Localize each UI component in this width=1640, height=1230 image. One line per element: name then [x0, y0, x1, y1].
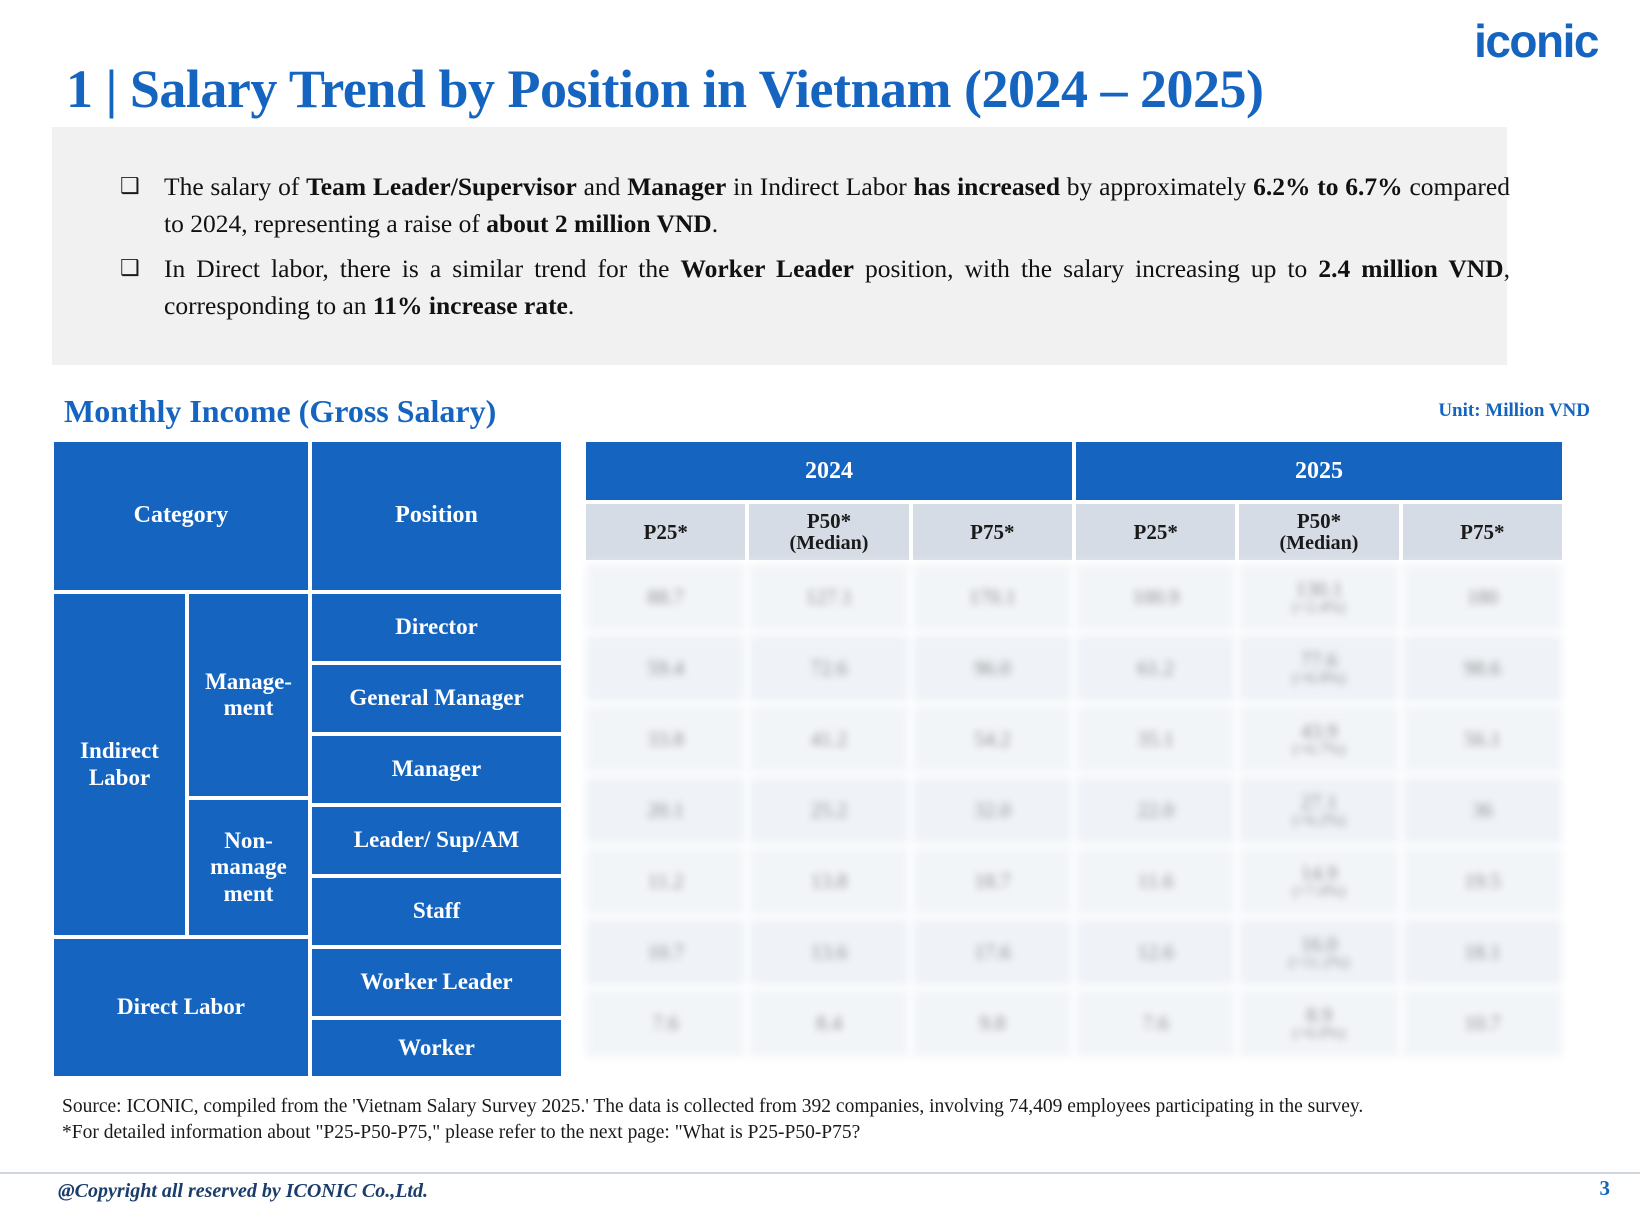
bullet-plain: position, with the salary increasing up to [853, 253, 1319, 283]
year-header-2024: 2024 [584, 440, 1074, 502]
table-row [1074, 775, 1564, 846]
table-row [1074, 633, 1564, 704]
data-rows-2024 [584, 562, 1074, 1059]
percentile-main: P50* [1296, 509, 1342, 534]
table-cell [911, 775, 1074, 846]
bullet-item [120, 169, 1510, 243]
table-row [1074, 562, 1564, 633]
table-row [584, 704, 1074, 775]
table-cell [747, 917, 910, 988]
cell-value: 18.7 [973, 869, 1011, 894]
table-cell [584, 988, 747, 1059]
table-cell [1074, 917, 1237, 988]
table-cell [1237, 633, 1400, 704]
copyright-note: @Copyright all reserved by ICONIC Co.,Ltd. [58, 1180, 428, 1202]
bullet-plain: and [576, 172, 628, 201]
percentile-main: P75* [970, 519, 1015, 544]
percentile-header-2 [1237, 502, 1400, 562]
table-cell [1074, 775, 1237, 846]
position-worker: Worker [310, 1018, 563, 1078]
percentile-sub: (Median) [789, 531, 869, 554]
cell-value: 43.9 [1300, 719, 1338, 744]
bullet-emphasis: Worker Leader [680, 253, 854, 283]
cell-value: 54.2 [973, 727, 1011, 752]
cell-value: 12.6 [1137, 940, 1175, 965]
table-row [584, 775, 1074, 846]
iconic-logo: iconic [1474, 15, 1598, 67]
unit-label: Unit: Million VND [1438, 400, 1590, 421]
position-manager: Manager [310, 734, 563, 805]
cell-value: 35.1 [1137, 727, 1175, 752]
cell-value: 25.2 [810, 798, 848, 823]
cell-value: 36 [1471, 798, 1493, 823]
table-cell [1401, 775, 1564, 846]
cell-value: 22.0 [1137, 798, 1175, 823]
cell-value: 96.0 [973, 656, 1011, 681]
cell-delta: (+6.2%) [1292, 812, 1346, 830]
cell-value: 7.6 [1142, 1011, 1169, 1036]
table-cell [1074, 562, 1237, 633]
footer-divider [0, 1172, 1640, 1174]
table-cell [1237, 704, 1400, 775]
cell-value: 17.6 [973, 940, 1011, 965]
category-indirect-labor: Indirect Labor [52, 592, 187, 937]
bullet-plain: . [567, 290, 575, 320]
table-row [1074, 704, 1564, 775]
percentile-header-2 [747, 502, 910, 562]
cell-value: 98.6 [1463, 656, 1501, 681]
position-worker-leader: Worker Leader [310, 947, 563, 1018]
table-cell [1401, 846, 1564, 917]
source-line-2: *For detailed information about "P25-P50-P75," please refer to the next page: "What is P25-P50-P75? [62, 1122, 861, 1144]
cell-value: 27.1 [1300, 790, 1338, 815]
table-cell [911, 704, 1074, 775]
cell-value: 100.9 [1132, 585, 1180, 610]
table-row [1074, 988, 1564, 1059]
percentile-main: P25* [643, 519, 688, 544]
table-cell [1237, 846, 1400, 917]
cell-value: 33.8 [647, 727, 685, 752]
cell-value: 10.7 [647, 940, 685, 965]
category-direct-labor: Direct Labor [52, 937, 310, 1078]
page-number: 3 [1599, 1176, 1610, 1200]
cell-value: 180 [1466, 585, 1499, 610]
bullet-emphasis: has increased [913, 172, 1061, 201]
cell-value: 11.2 [647, 869, 684, 894]
cell-value: 13.6 [810, 940, 848, 965]
cell-delta: (+7.0%) [1292, 883, 1346, 901]
table-cell [911, 633, 1074, 704]
table-cell [1074, 846, 1237, 917]
header-position: Position [310, 440, 563, 592]
table-cell [747, 775, 910, 846]
position-director: Director [310, 592, 563, 663]
bullet-plain: by approximately [1060, 172, 1254, 201]
percentile-header-3 [1401, 502, 1564, 562]
bullet-square-icon: ❑ [120, 254, 140, 280]
table-cell [1074, 633, 1237, 704]
table-cell [911, 988, 1074, 1059]
table-cell [747, 846, 910, 917]
bullet-list [120, 169, 1510, 333]
group-non-management: Non- manage ment [187, 798, 310, 937]
cell-value: 77.6 [1300, 648, 1338, 673]
page-title: 1 | Salary Trend by Position in Vietnam (2024 – 2025) [66, 59, 1264, 119]
bullet-emphasis: 11% increase rate [372, 290, 568, 320]
table-cell [1401, 704, 1564, 775]
table-cell [1074, 704, 1237, 775]
table-left-labels [52, 440, 563, 1078]
percentile-row-2024 [584, 502, 1074, 562]
bullet-plain: The salary of [164, 172, 307, 201]
cell-value: 19.5 [1463, 869, 1501, 894]
cell-value: 41.2 [810, 727, 848, 752]
group-management: Manage- ment [187, 592, 310, 798]
percentile-header-1 [1074, 502, 1237, 562]
bullet-emphasis: Manager [627, 172, 727, 201]
source-line-1: Source: ICONIC, compiled from the 'Vietnam Salary Survey 2025.' The data is collected from 392 companies, involving 74,409 employees participating in the survey. [62, 1096, 1364, 1117]
cell-delta: (+11.2%) [1288, 954, 1350, 972]
section-heading: Monthly Income (Gross Salary) [64, 393, 497, 429]
table-cell [1237, 775, 1400, 846]
table-cell [584, 846, 747, 917]
position-general-manager: General Manager [310, 663, 563, 734]
position-staff: Staff [310, 876, 563, 947]
bullet-plain: compared to 2024, representing a raise of [164, 172, 1510, 238]
table-row [1074, 846, 1564, 917]
cell-delta: (+2.4%) [1292, 599, 1346, 617]
percentile-main: P50* [806, 509, 852, 534]
table-cell [584, 562, 747, 633]
table-row [584, 988, 1074, 1059]
table-cell [747, 988, 910, 1059]
cell-value: 130.1 [1295, 577, 1343, 602]
bullet-square-icon: ❑ [120, 173, 140, 198]
cell-value: 13.8 [810, 869, 848, 894]
table-cell [1401, 917, 1564, 988]
cell-delta: (+6.7%) [1292, 741, 1346, 759]
table-cell [584, 633, 747, 704]
header-category: Category [52, 440, 310, 592]
year-block-2025 [1074, 440, 1564, 1059]
cell-value: 61.2 [1137, 656, 1175, 681]
percentile-header-3 [911, 502, 1074, 562]
cell-value: 8.4 [815, 1011, 843, 1036]
percentile-main: P75* [1460, 519, 1505, 544]
table-cell [1237, 988, 1400, 1059]
table-cell [1074, 988, 1237, 1059]
table-cell [584, 775, 747, 846]
table-cell [747, 562, 910, 633]
year-block-2024 [584, 440, 1074, 1059]
position-leader-sup-am: Leader/ Sup/AM [310, 805, 563, 876]
cell-value: 59.4 [647, 656, 685, 681]
bullet-text [164, 251, 1510, 325]
cell-value: 10.7 [1463, 1011, 1501, 1036]
table-cell [584, 704, 747, 775]
cell-value: 32.0 [973, 798, 1011, 823]
bullet-emphasis: 6.2% to 6.7% [1253, 172, 1403, 201]
table-cell [584, 917, 747, 988]
percentile-row-2025 [1074, 502, 1564, 562]
bullet-plain: in Indirect Labor [726, 172, 914, 201]
cell-value: 127.1 [805, 585, 853, 610]
bullet-plain: In Direct labor, there is a similar trend for the [164, 253, 681, 283]
bullet-emphasis: Team Leader/Supervisor [306, 172, 577, 201]
salary-table [52, 440, 1592, 1078]
cell-value: 16.0 [1300, 932, 1338, 957]
table-cell [1237, 917, 1400, 988]
table-row [584, 917, 1074, 988]
percentile-sub: (Median) [1279, 531, 1359, 554]
cell-value: 72.6 [810, 656, 848, 681]
table-cell [911, 846, 1074, 917]
table-cell [1401, 633, 1564, 704]
table-cell [747, 704, 910, 775]
bullet-plain: . [711, 208, 719, 238]
cell-value: 11.6 [1137, 869, 1174, 894]
table-cell [911, 917, 1074, 988]
table-row [1074, 917, 1564, 988]
cell-value: 14.9 [1300, 861, 1338, 886]
table-row [584, 633, 1074, 704]
summary-box [52, 127, 1510, 365]
table-row [584, 846, 1074, 917]
cell-value: 170.1 [968, 585, 1016, 610]
cell-value: 7.6 [652, 1011, 679, 1036]
data-rows-2025 [1074, 562, 1564, 1059]
bullet-item [120, 251, 1510, 325]
cell-value: 88.7 [647, 585, 685, 610]
bullet-emphasis: about 2 million VND [486, 208, 712, 238]
table-row [584, 562, 1074, 633]
table-cell [1401, 562, 1564, 633]
bullet-plain: , corresponding to an [164, 253, 1510, 320]
bullet-text [164, 169, 1510, 243]
cell-delta: (+6.9%) [1292, 670, 1346, 688]
cell-value: 8.9 [1305, 1003, 1333, 1028]
cell-value: 18.1 [1463, 940, 1501, 965]
year-header-2025: 2025 [1074, 440, 1564, 502]
table-cell [1237, 562, 1400, 633]
table-cell [1401, 988, 1564, 1059]
bullet-emphasis: 2.4 million VND [1318, 253, 1504, 283]
cell-value: 56.1 [1463, 727, 1501, 752]
cell-delta: (+6.0%) [1292, 1025, 1346, 1043]
cell-value: 9.8 [979, 1011, 1006, 1036]
percentile-header-1 [584, 502, 747, 562]
cell-value: 20.1 [647, 798, 685, 823]
percentile-main: P25* [1133, 519, 1178, 544]
table-cell [747, 633, 910, 704]
table-cell [911, 562, 1074, 633]
source-note [62, 1094, 1363, 1147]
